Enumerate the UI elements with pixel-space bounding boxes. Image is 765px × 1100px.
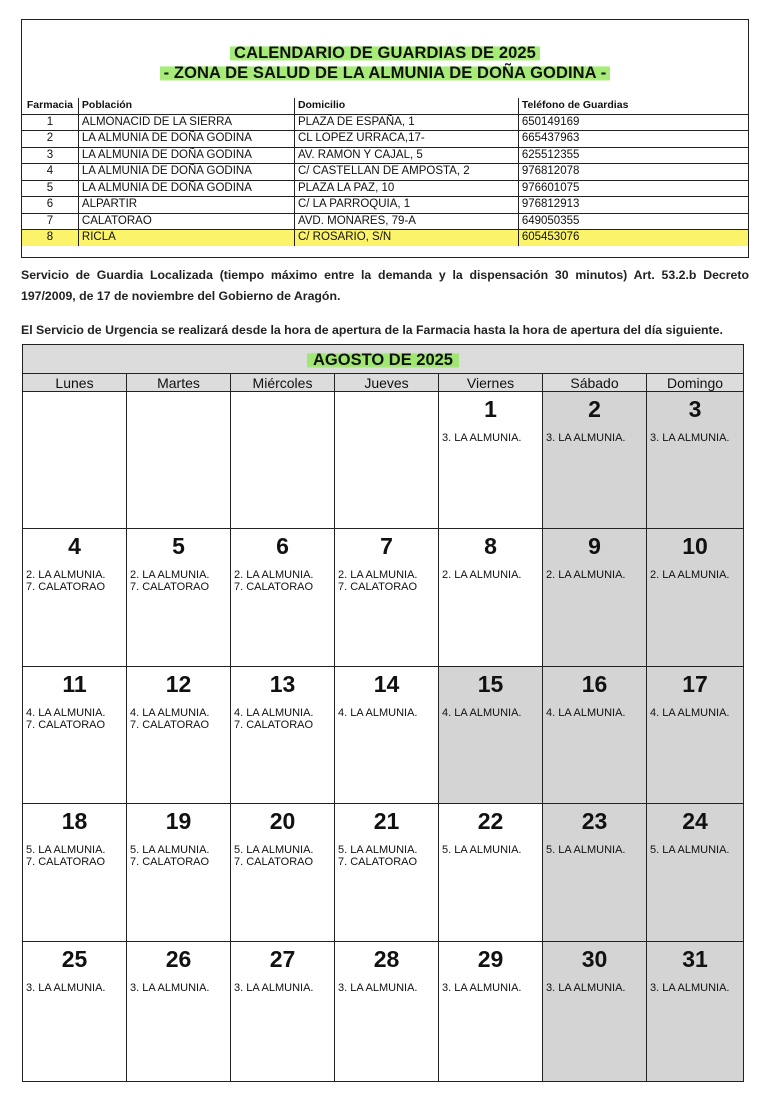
cell-telefono: 665437963 (518, 131, 748, 148)
day-number: 29 (477, 945, 504, 972)
day-number: 22 (477, 808, 504, 835)
col-farmacia: Farmacia (22, 98, 78, 114)
cell-farmacia: 8 (22, 230, 78, 246)
day-number: 20 (269, 808, 296, 835)
day-number: 5 (172, 533, 185, 560)
duty-pharmacies: 4. LA ALMUNIA. (442, 706, 522, 719)
day-number: 26 (165, 945, 192, 972)
pharmacy-table-header (22, 98, 748, 114)
duty-pharmacies: 5. LA ALMUNIA. (650, 844, 730, 857)
calendar-day-cell (647, 391, 743, 528)
title-area (22, 20, 748, 96)
table-row (22, 213, 748, 230)
duty-pharmacies: 2. LA ALMUNIA. (650, 569, 730, 582)
calendar-day-cell (23, 391, 127, 528)
duty-pharmacies: 5. LA ALMUNIA. 7. CALATORAO (234, 844, 314, 869)
calendar-day-cell (439, 391, 543, 528)
day-number: 24 (682, 808, 708, 835)
note-servicio-urgencia: El Servicio de Urgencia se realizará desde la hora de apertura de la Farmacia hasta la hora de apertura del día siguiente. (21, 323, 723, 337)
cell-poblacion: RICLA (78, 230, 294, 246)
cell-farmacia: 4 (22, 164, 78, 181)
calendar-day-cell (439, 803, 543, 940)
duty-pharmacies: 4. LA ALMUNIA. (338, 706, 418, 719)
cell-poblacion: CALATORAO (78, 213, 294, 230)
day-number: 18 (61, 808, 88, 835)
duty-pharmacies: 3. LA ALMUNIA. (546, 432, 626, 444)
duty-pharmacies: 5. LA ALMUNIA. 7. CALATORAO (130, 844, 210, 869)
calendar-day-cell (335, 803, 439, 940)
day-number: 16 (581, 670, 608, 697)
calendar-day-cell (23, 803, 127, 940)
day-number: 10 (682, 533, 708, 560)
cell-poblacion: LA ALMUNIA DE DOÑA GODINA (78, 180, 294, 197)
day-number: 15 (477, 670, 504, 697)
calendar-day-cell (335, 941, 439, 1081)
calendar-day-cell (231, 666, 335, 803)
duty-pharmacies: 5. LA ALMUNIA. 7. CALATORAO (338, 844, 418, 869)
duty-pharmacies: 2. LA ALMUNIA. 7. CALATORAO (338, 569, 418, 594)
pharmacy-table (22, 98, 748, 246)
day-number: 9 (588, 533, 601, 560)
day-number: 13 (269, 670, 296, 697)
table-row (22, 230, 748, 246)
cell-farmacia: 3 (22, 147, 78, 164)
cell-farmacia: 6 (22, 197, 78, 214)
cell-domicilio: C/ CASTELLAN DE AMPOSTA, 2 (294, 164, 518, 181)
duty-pharmacies: 2. LA ALMUNIA. 7. CALATORAO (130, 569, 210, 594)
calendar-day-cell (439, 941, 543, 1081)
cell-poblacion: ALMONACID DE LA SIERRA (78, 114, 294, 131)
calendar-day-cell (127, 666, 231, 803)
calendar-day-cell (439, 666, 543, 803)
duty-pharmacies: 3. LA ALMUNIA. (546, 981, 626, 994)
duty-pharmacies: 5. LA ALMUNIA. (546, 844, 626, 857)
table-row (22, 147, 748, 164)
calendar-day-cell (127, 803, 231, 940)
duty-pharmacies: 5. LA ALMUNIA. (442, 844, 522, 857)
day-number: 17 (682, 670, 708, 697)
cell-farmacia: 5 (22, 180, 78, 197)
day-number: 12 (165, 670, 192, 697)
duty-pharmacies: 3. LA ALMUNIA. (338, 981, 418, 994)
cell-domicilio: C/ ROSARIO, S/N (294, 230, 518, 246)
title-line-1: CALENDARIO DE GUARDIAS DE 2025 (230, 44, 540, 62)
pharmacy-table-body (22, 114, 748, 246)
calendar-day-cell (647, 803, 743, 940)
day-number: 23 (581, 808, 608, 835)
cell-telefono: 976812913 (518, 197, 748, 214)
col-poblacion: Población (78, 98, 294, 114)
cell-domicilio: C/ LA PARROQUIA, 1 (294, 197, 518, 214)
calendar-day-cell (231, 391, 335, 528)
day-number: 30 (581, 945, 608, 972)
calendar-day-cell (127, 391, 231, 528)
day-number: 28 (373, 945, 400, 972)
cell-telefono: 976812078 (518, 164, 748, 181)
cell-telefono: 625512355 (518, 147, 748, 164)
day-number: 19 (165, 808, 192, 835)
calendar-day-cell (647, 528, 743, 665)
table-row (22, 114, 748, 131)
calendar-day-cell (127, 528, 231, 665)
day-number: 8 (484, 533, 497, 560)
calendar-august (22, 344, 744, 1082)
weekday-header: Lunes (23, 373, 127, 391)
duty-pharmacies: 4. LA ALMUNIA. 7. CALATORAO (234, 706, 314, 731)
duty-pharmacies: 4. LA ALMUNIA. (546, 706, 626, 719)
cell-poblacion: ALPARTIR (78, 197, 294, 214)
calendar-day-cell (543, 391, 647, 528)
duty-pharmacies: 3. LA ALMUNIA. (130, 981, 210, 994)
duty-pharmacies: 3. LA ALMUNIA. (650, 432, 730, 444)
table-row (22, 197, 748, 214)
title-line-2: - ZONA DE SALUD DE LA ALMUNIA DE DOÑA GODINA - (160, 64, 611, 82)
day-number: 21 (373, 808, 400, 835)
cell-telefono: 649050355 (518, 213, 748, 230)
weekday-header: Jueves (335, 373, 439, 391)
duty-pharmacies: 3. LA ALMUNIA. (234, 981, 314, 994)
day-number: 2 (588, 396, 601, 422)
cell-telefono: 605453076 (518, 230, 748, 246)
calendar-day-cell (23, 941, 127, 1081)
col-telefono: Teléfono de Guardias (518, 98, 748, 114)
duty-pharmacies: 4. LA ALMUNIA. 7. CALATORAO (26, 706, 106, 731)
cell-domicilio: PLAZA LA PAZ, 10 (294, 180, 518, 197)
calendar-day-cell (647, 941, 743, 1081)
table-row (22, 131, 748, 148)
calendar-day-cell (231, 528, 335, 665)
day-number: 6 (276, 533, 289, 560)
day-number: 31 (682, 945, 708, 972)
month-bar (23, 345, 743, 373)
day-number: 7 (380, 533, 393, 560)
duty-pharmacies: 3. LA ALMUNIA. (650, 981, 730, 994)
month-title-text: AGOSTO DE 2025 (307, 351, 459, 369)
day-number: 1 (484, 396, 497, 422)
calendar-day-cell (543, 528, 647, 665)
table-row (22, 180, 748, 197)
duty-pharmacies: 2. LA ALMUNIA. (546, 569, 626, 582)
day-number: 3 (688, 396, 702, 422)
weekday-header: Miércoles (231, 373, 335, 391)
document-title (22, 44, 748, 63)
weekday-header: Domingo (647, 373, 743, 391)
day-number: 27 (269, 945, 296, 972)
cell-domicilio: AV. RAMON Y CAJAL, 5 (294, 147, 518, 164)
col-domicilio: Domicilio (294, 98, 518, 114)
calendar-day-cell (23, 666, 127, 803)
cell-domicilio: AVD. MONARES, 79-A (294, 213, 518, 230)
cell-farmacia: 7 (22, 213, 78, 230)
calendar-day-cell (543, 666, 647, 803)
cell-domicilio: PLAZA DE ESPAÑA, 1 (294, 114, 518, 131)
duty-pharmacies: 2. LA ALMUNIA. (442, 569, 522, 582)
calendar-day-cell (439, 528, 543, 665)
header-box (21, 19, 749, 258)
calendar-day-cell (543, 803, 647, 940)
cell-poblacion: LA ALMUNIA DE DOÑA GODINA (78, 147, 294, 164)
calendar-day-cell (23, 528, 127, 665)
cell-poblacion: LA ALMUNIA DE DOÑA GODINA (78, 164, 294, 181)
day-number: 4 (68, 533, 81, 560)
weekday-header: Sábado (543, 373, 647, 391)
cell-domicilio: CL LOPEZ URRACA,17- (294, 131, 518, 148)
day-number: 14 (373, 670, 400, 697)
duty-pharmacies: 4. LA ALMUNIA. 7. CALATORAO (130, 706, 210, 731)
duty-pharmacies: 3. LA ALMUNIA. (442, 981, 522, 994)
duty-pharmacies: 4. LA ALMUNIA. (650, 706, 730, 719)
weekday-header: Viernes (439, 373, 543, 391)
calendar-day-cell (335, 391, 439, 528)
calendar-day-cell (647, 666, 743, 803)
duty-pharmacies: 2. LA ALMUNIA. 7. CALATORAO (26, 569, 106, 594)
duty-pharmacies: 5. LA ALMUNIA. 7. CALATORAO (26, 844, 106, 869)
calendar-day-cell (543, 941, 647, 1081)
day-number: 25 (61, 945, 88, 972)
note-guardia-localizada: Servicio de Guardia Localizada (tiempo máximo entre la demanda y la dispensación 30 minutos) Art. 53.2.b Decreto 197/2009, de 17 de noviembre del Gobierno de Aragón. (21, 268, 749, 303)
calendar-day-cell (231, 941, 335, 1081)
document-subtitle (22, 64, 748, 83)
cell-telefono: 650149169 (518, 114, 748, 131)
calendar-day-cell (127, 941, 231, 1081)
calendar-day-cell (335, 666, 439, 803)
cell-farmacia: 2 (22, 131, 78, 148)
calendar-day-cell (335, 528, 439, 665)
weekday-header: Martes (127, 373, 231, 391)
table-row (22, 164, 748, 181)
duty-pharmacies: 3. LA ALMUNIA. (26, 981, 106, 994)
duty-pharmacies: 2. LA ALMUNIA. 7. CALATORAO (234, 569, 314, 594)
day-number: 11 (62, 670, 87, 697)
cell-farmacia: 1 (22, 114, 78, 131)
month-title (23, 351, 743, 370)
cell-poblacion: LA ALMUNIA DE DOÑA GODINA (78, 131, 294, 148)
duty-pharmacies: 3. LA ALMUNIA. (442, 432, 522, 444)
calendar-day-cell (231, 803, 335, 940)
cell-telefono: 976601075 (518, 180, 748, 197)
